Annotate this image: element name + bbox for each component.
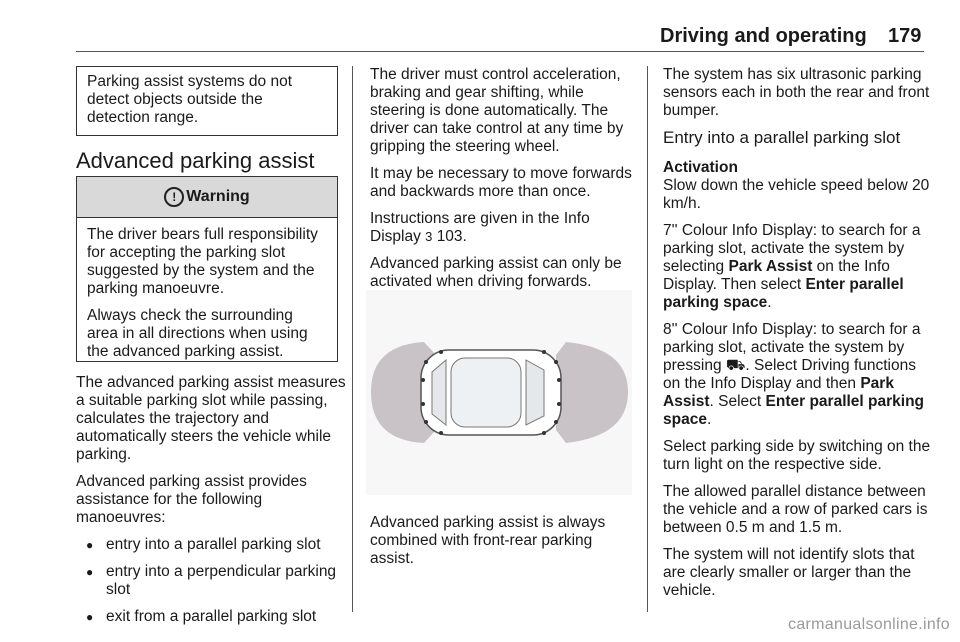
column-divider-1: [352, 66, 353, 612]
activation-text: Slow down the vehicle speed below 20 km/h.: [663, 177, 930, 212]
list-item: ● entry into a perpendicular parking slot: [76, 563, 346, 599]
list-item: ● entry into a parallel parking slot: [76, 536, 346, 554]
page-ref-arrow-icon: 3: [425, 229, 433, 244]
car-sensor-zones-icon: [366, 290, 632, 495]
warning-paragraph: The driver bears full responsibility for accepting the parking slot suggested by the system and the parking manoeuvre.: [87, 226, 318, 297]
page-ref[interactable]: 103.: [436, 228, 467, 245]
column-divider-2: [647, 66, 648, 612]
parking-sensor-illustration: [366, 290, 632, 495]
paragraph: The advanced parking assist measures a suitable parking slot while passing, calculates the trajectory and automatically steers the vehicle while parking.: [76, 374, 346, 463]
vehicle-button-icon: ⛟: [725, 357, 746, 374]
activation-label: Activation: [663, 159, 738, 176]
figure-caption: [370, 514, 636, 577]
info-reference-paragraph: Instructions are given in the Info Display 3 103.: [370, 210, 590, 245]
paragraph: Select parking side by switching on the turn light on the respective side.: [663, 438, 931, 473]
column-2-body: [370, 66, 636, 300]
manoeuvre-list: [76, 536, 346, 626]
subheading: Entry into a parallel parking slot: [663, 128, 901, 147]
section-heading: Advanced parking assist: [76, 148, 315, 173]
running-title: Driving and operating: [660, 25, 867, 47]
warning-triangle-icon: !: [164, 187, 184, 207]
list-item: ● exit from a parallel parking slot: [76, 608, 346, 626]
enter-parallel-label: Enter parallel parking space: [663, 276, 904, 311]
paragraph: It may be necessary to move forwards and backwards more than once.: [370, 165, 632, 200]
paragraph: Advanced parking assist provides assistance for the following manoeuvres:: [76, 473, 307, 526]
paragraph-8-inch: 8'' Colour Info Display: to search for a parking slot, activate the system by pressing ⛟. Select Driving functions on the Info Display and then Park Assist. Select Enter parallel parking space.: [663, 321, 925, 428]
enter-parallel-label: Enter parallel parking space: [663, 393, 925, 428]
header-rule: [76, 51, 924, 52]
watermark: carmanualsonline.info: [788, 616, 950, 633]
paragraph: Advanced parking assist can only be activated when driving forwards.: [370, 255, 622, 290]
note-box: [76, 66, 338, 136]
warning-box: [76, 176, 338, 362]
note-text: Parking assist systems do not detect objects outside the detection range.: [87, 73, 293, 126]
paragraph: The driver must control acceleration, braking and gear shifting, while steering is done automatically. The driver can take control at any time by gripping the steering wheel.: [370, 66, 624, 155]
caption-text: Advanced parking assist is always combined with front-rear parking assist.: [370, 514, 606, 567]
paragraph: The allowed parallel distance between the vehicle and a row of parked cars is between 0.5 m and 1.5 m.: [663, 483, 928, 536]
column-3-body: [663, 66, 933, 609]
warning-header: [77, 177, 337, 218]
warning-title: Warning: [186, 188, 250, 205]
park-assist-label: Park Assist: [663, 375, 894, 410]
page-header: [0, 0, 960, 52]
column-1-body: [76, 374, 346, 635]
warning-paragraph: Always check the surrounding area in all directions when using the advanced parking assist.: [87, 307, 308, 360]
paragraph: The system has six ultrasonic parking sensors each in both the rear and front bumper.: [663, 66, 930, 119]
paragraph: The system will not identify slots that are clearly smaller or larger than the vehicle.: [663, 546, 915, 599]
park-assist-label: Park Assist: [728, 258, 813, 275]
paragraph-7-inch: 7'' Colour Info Display: to search for a parking slot, activate the system by selecting Park Assist on the Info Display. Then select Enter parallel parking space.: [663, 222, 921, 311]
page-number: 179: [888, 25, 922, 47]
